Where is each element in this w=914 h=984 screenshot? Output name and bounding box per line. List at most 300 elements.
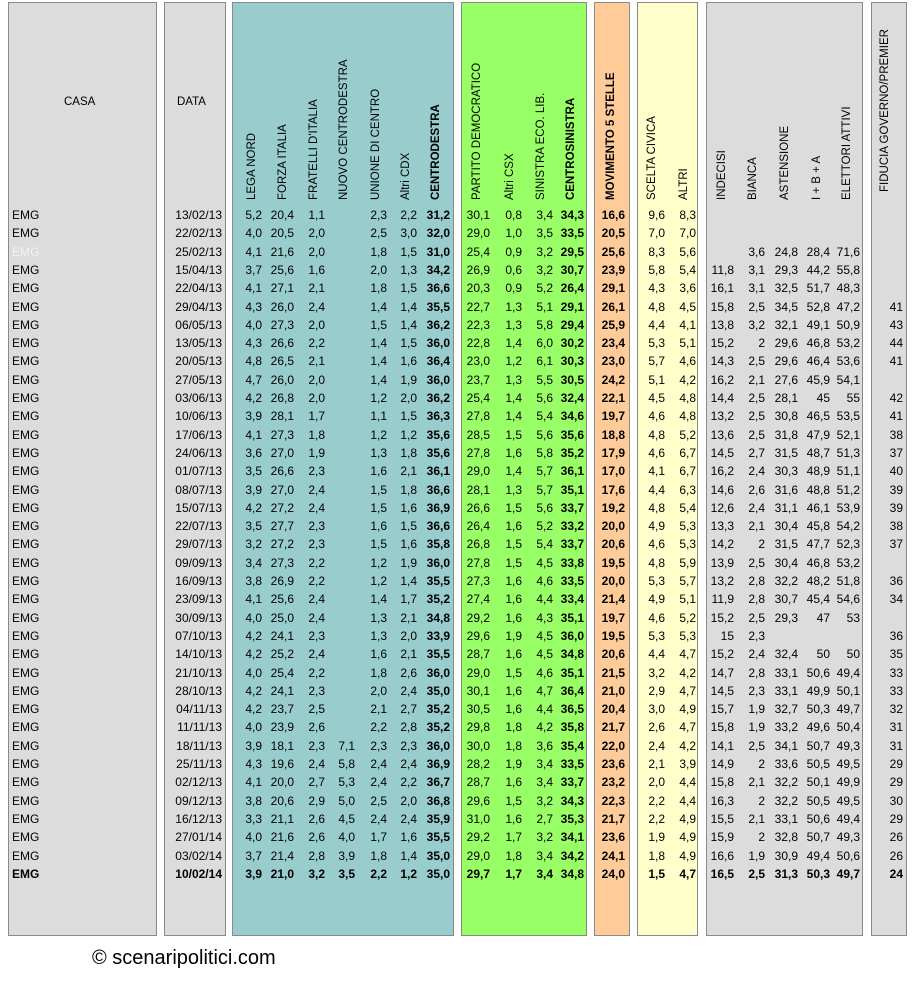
- cell-pd: 28,5: [466, 427, 490, 442]
- cell-fi: 27,0: [270, 482, 294, 497]
- cell-altri_cdx: 1,6: [400, 830, 417, 845]
- cell-csx: 33,5: [560, 574, 584, 588]
- cell-fi: 27,3: [270, 555, 294, 570]
- cell-sel: 3,4: [536, 757, 553, 771]
- cell-cdx: 35,5: [426, 299, 450, 314]
- cell-elettori: 49,5: [836, 757, 860, 771]
- cell-indecisi: 15,8: [710, 720, 734, 735]
- cell-sel: 4,3: [536, 610, 553, 625]
- table-row: [0, 279, 914, 297]
- cell-altri_csx: 0,9: [505, 244, 522, 259]
- cell-fdi: 2,0: [308, 391, 325, 405]
- cell-bianca: 2,5: [748, 555, 765, 570]
- cell-bianca: 2,8: [748, 592, 765, 607]
- cell-elettori: 53,9: [836, 500, 860, 515]
- cell-udc: 2,2: [370, 866, 387, 881]
- cell-altri: 5,1: [679, 336, 696, 351]
- cell-bianca: 3,1: [748, 262, 765, 277]
- cell-casa: EMG: [12, 738, 40, 753]
- cell-pd: 30,1: [466, 208, 490, 222]
- cell-casa: EMG: [12, 336, 40, 351]
- cell-sc: 2,9: [648, 683, 665, 698]
- cell-pd: 25,4: [466, 244, 490, 259]
- cell-bianca: 1,9: [748, 720, 765, 735]
- cell-indecisi: 15,2: [710, 610, 734, 625]
- cell-altri_cdx: 1,9: [400, 372, 417, 387]
- cell-indecisi: 16,5: [710, 866, 734, 881]
- cell-sel: 5,8: [536, 317, 553, 332]
- cell-indecisi: 13,2: [710, 409, 734, 424]
- cell-csx: 35,3: [560, 811, 584, 826]
- cell-bianca: 2,5: [748, 391, 765, 405]
- cell-lega: 4,2: [245, 702, 262, 717]
- cell-pd: 28,2: [466, 757, 490, 771]
- cell-altri_cdx: 2,6: [400, 665, 417, 680]
- cell-casa: EMG: [12, 574, 40, 588]
- header-fdi-label: FRATELLI D'ITALIA: [308, 99, 320, 200]
- cell-fdi: 2,0: [308, 244, 325, 259]
- header-sel-label: SINISTRA ECO. LIB.: [535, 92, 547, 200]
- cell-indecisi: 13,8: [710, 317, 734, 332]
- cell-csx: 33,7: [560, 537, 584, 552]
- cell-cdx: 36,0: [426, 336, 450, 351]
- table-row: [0, 773, 914, 791]
- cell-fdi: 1,6: [308, 262, 325, 277]
- cell-sel: 4,7: [536, 683, 553, 698]
- cell-lega: 4,8: [245, 354, 262, 369]
- cell-sel: 4,5: [536, 555, 553, 570]
- cell-astensione: 30,4: [774, 555, 798, 570]
- cell-altri_cdx: 1,4: [400, 317, 417, 332]
- cell-fiducia: 41: [889, 299, 903, 314]
- cell-fi: 20,6: [270, 793, 294, 808]
- cell-altri_csx: 1,6: [505, 702, 522, 717]
- cell-elettori: 55,8: [836, 262, 860, 277]
- header-fi-label: FORZA ITALIA: [277, 124, 289, 200]
- cell-fdi: 2,3: [308, 738, 325, 753]
- cell-udc: 1,6: [370, 464, 387, 479]
- cell-fiducia: 39: [889, 500, 903, 515]
- cell-m5s: 19,7: [601, 409, 625, 424]
- cell-data: 13/05/13: [175, 336, 222, 351]
- cell-udc: 1,4: [370, 336, 387, 351]
- cell-csx: 36,5: [560, 702, 584, 717]
- cell-udc: 2,5: [370, 226, 387, 241]
- cell-fiducia: 38: [889, 519, 903, 534]
- cell-cdx: 35,0: [426, 683, 450, 698]
- header-lega-label: LEGA NORD: [246, 132, 258, 200]
- cell-fi: 27,2: [270, 500, 294, 515]
- cell-csx: 30,5: [560, 372, 584, 387]
- cell-lega: 3,7: [245, 848, 262, 863]
- cell-csx: 29,5: [560, 244, 584, 259]
- cell-iba: 50,3: [806, 866, 830, 881]
- cell-altri: 4,8: [679, 409, 696, 424]
- cell-data: 18/11/13: [176, 738, 222, 753]
- cell-csx: 26,4: [560, 281, 584, 296]
- cell-m5s: 17,6: [601, 482, 625, 497]
- cell-fiducia: 29: [889, 757, 903, 771]
- cell-sc: 3,2: [648, 665, 665, 680]
- cell-sc: 4,8: [648, 299, 665, 314]
- cell-fdi: 2,6: [308, 830, 325, 845]
- cell-astensione: 31,6: [774, 482, 798, 497]
- cell-elettori: 54,6: [836, 592, 860, 607]
- cell-m5s: 24,2: [601, 372, 625, 387]
- cell-sc: 1,9: [648, 830, 665, 845]
- cell-altri_csx: 1,6: [505, 592, 522, 607]
- cell-casa: EMG: [12, 372, 40, 387]
- cell-bianca: 2: [758, 793, 765, 808]
- cell-csx: 35,6: [560, 427, 584, 442]
- cell-iba: 46,4: [806, 354, 830, 369]
- cell-data: 16/12/13: [175, 811, 222, 826]
- cell-altri_cdx: 2,2: [400, 775, 417, 790]
- cell-altri_csx: 1,3: [505, 317, 522, 332]
- cell-astensione: 33,6: [774, 757, 798, 771]
- cell-pd: 25,4: [466, 391, 490, 405]
- cell-cdx: 36,1: [426, 464, 450, 479]
- cell-m5s: 18,8: [601, 427, 625, 442]
- cell-casa: EMG: [12, 537, 40, 552]
- cell-fiducia: 26: [889, 830, 903, 845]
- cell-sel: 5,6: [536, 500, 553, 515]
- cell-elettori: 54,1: [836, 372, 860, 387]
- cell-m5s: 21,4: [601, 592, 625, 607]
- cell-fi: 27,3: [270, 427, 294, 442]
- cell-csx: 33,5: [560, 757, 584, 771]
- table-row: [0, 261, 914, 279]
- cell-casa: EMG: [12, 226, 40, 241]
- cell-sc: 4,1: [648, 464, 665, 479]
- cell-altri_cdx: 1,5: [400, 409, 417, 424]
- cell-casa: EMG: [12, 208, 40, 222]
- cell-cdx: 36,7: [426, 775, 450, 790]
- cell-udc: 1,2: [370, 555, 387, 570]
- cell-altri: 4,8: [679, 391, 696, 405]
- cell-fi: 25,4: [270, 665, 294, 680]
- cell-pd: 22,7: [466, 299, 490, 314]
- header-pd-label: PARTITO DEMOCRATICO: [471, 62, 483, 200]
- header-altri-label: ALTRI: [678, 168, 690, 200]
- cell-astensione: 31,3: [774, 866, 798, 881]
- cell-altri_csx: 1,3: [505, 482, 522, 497]
- cell-lega: 4,2: [245, 391, 262, 405]
- cell-udc: 1,2: [370, 391, 387, 405]
- cell-csx: 29,4: [560, 317, 584, 332]
- cell-fi: 23,7: [270, 702, 294, 717]
- cell-m5s: 19,2: [601, 500, 625, 515]
- table-row: [0, 517, 914, 535]
- cell-indecisi: 14,7: [710, 665, 734, 680]
- header-cdx-label: CENTRODESTRA: [430, 104, 442, 200]
- cell-fiducia: 26: [889, 848, 903, 863]
- cell-fdi: 2,2: [308, 574, 325, 588]
- cell-astensione: 32,5: [774, 281, 798, 296]
- cell-lega: 4,2: [245, 628, 262, 643]
- cell-altri_cdx: 1,6: [400, 354, 417, 369]
- cell-altri: 4,2: [679, 738, 696, 753]
- cell-altri: 4,5: [679, 299, 696, 314]
- cell-altri: 4,9: [679, 830, 696, 845]
- cell-altri_cdx: 1,3: [400, 262, 417, 277]
- cell-m5s: 20,6: [601, 537, 625, 552]
- cell-casa: EMG: [12, 757, 40, 771]
- cell-casa: EMG: [12, 811, 40, 826]
- cell-pd: 29,8: [466, 720, 490, 735]
- cell-m5s: 22,0: [601, 738, 625, 753]
- cell-m5s: 21,5: [601, 665, 625, 680]
- cell-sc: 2,2: [648, 793, 665, 808]
- cell-bianca: 2,8: [748, 574, 765, 588]
- cell-altri: 5,2: [679, 610, 696, 625]
- cell-sc: 2,1: [648, 757, 665, 771]
- cell-fiducia: 24: [889, 866, 903, 881]
- cell-iba: 50: [816, 647, 830, 662]
- cell-csx: 34,3: [560, 208, 584, 222]
- cell-elettori: 49,7: [836, 702, 860, 717]
- cell-cdx: 36,0: [426, 555, 450, 570]
- cell-cdx: 35,0: [426, 866, 450, 881]
- cell-udc: 1,6: [370, 647, 387, 662]
- cell-altri: 4,4: [679, 775, 696, 790]
- cell-sel: 5,8: [536, 445, 553, 460]
- cell-lega: 4,3: [245, 757, 262, 771]
- cell-lega: 3,4: [245, 555, 262, 570]
- cell-altri_cdx: 2,0: [400, 793, 417, 808]
- cell-udc: 1,4: [370, 354, 387, 369]
- cell-m5s: 23,0: [601, 354, 625, 369]
- cell-cdx: 36,8: [426, 793, 450, 808]
- cell-sc: 4,9: [648, 519, 665, 534]
- cell-bianca: 2,8: [748, 665, 765, 680]
- cell-pd: 26,8: [466, 537, 490, 552]
- table-row: [0, 718, 914, 736]
- cell-lega: 4,2: [245, 647, 262, 662]
- cell-udc: 1,6: [370, 519, 387, 534]
- cell-indecisi: 14,9: [710, 757, 734, 771]
- cell-fi: 26,6: [270, 464, 294, 479]
- cell-data: 23/09/13: [175, 592, 222, 607]
- cell-astensione: 30,3: [774, 464, 798, 479]
- cell-elettori: 49,3: [836, 738, 860, 753]
- cell-iba: 50,1: [806, 775, 830, 790]
- cell-m5s: 17,0: [601, 464, 625, 479]
- cell-altri: 5,6: [679, 244, 696, 259]
- header-iba-label: I + B + A: [811, 155, 823, 200]
- cell-lega: 4,1: [245, 427, 262, 442]
- cell-csx: 34,1: [560, 830, 584, 845]
- cell-casa: EMG: [12, 592, 40, 607]
- cell-sel: 5,4: [536, 409, 553, 424]
- cell-casa: EMG: [12, 848, 40, 863]
- cell-cdx: 33,9: [426, 628, 450, 643]
- cell-udc: 1,4: [370, 372, 387, 387]
- cell-sc: 4,4: [648, 317, 665, 332]
- cell-sel: 5,2: [536, 281, 553, 296]
- cell-astensione: 29,3: [774, 262, 798, 277]
- cell-data: 27/01/14: [175, 830, 222, 845]
- cell-indecisi: 14,6: [710, 482, 734, 497]
- table-row: [0, 554, 914, 572]
- cell-data: 08/07/13: [175, 482, 222, 497]
- table-row: [0, 334, 914, 352]
- cell-bianca: 2,1: [748, 811, 765, 826]
- cell-indecisi: 13,9: [710, 555, 734, 570]
- cell-fdi: 2,4: [308, 592, 325, 607]
- cell-indecisi: 11,8: [711, 262, 734, 277]
- cell-data: 07/10/13: [175, 628, 222, 643]
- cell-pd: 27,8: [466, 445, 490, 460]
- table-row: [0, 352, 914, 370]
- cell-fiducia: 31: [889, 738, 903, 753]
- cell-fi: 25,6: [270, 262, 294, 277]
- cell-data: 20/05/13: [175, 354, 222, 369]
- cell-elettori: 49,5: [836, 793, 860, 808]
- cell-fi: 20,4: [270, 208, 294, 222]
- cell-altri_cdx: 2,4: [400, 757, 417, 771]
- cell-sel: 6,0: [536, 336, 553, 351]
- cell-cdx: 35,5: [426, 830, 450, 845]
- cell-casa: EMG: [12, 409, 40, 424]
- cell-pd: 31,0: [466, 811, 490, 826]
- cell-altri_csx: 1,4: [505, 391, 522, 405]
- cell-fiducia: 38: [889, 427, 903, 442]
- cell-cdx: 36,6: [426, 281, 450, 296]
- cell-cdx: 35,2: [426, 592, 450, 607]
- cell-iba: 46,8: [806, 555, 830, 570]
- cell-fiducia: 32: [889, 702, 903, 717]
- cell-iba: 48,2: [806, 574, 830, 588]
- cell-data: 03/02/14: [175, 848, 222, 863]
- cell-fdi: 2,4: [308, 757, 325, 771]
- cell-lega: 3,9: [245, 866, 262, 881]
- cell-iba: 45,8: [806, 519, 830, 534]
- cell-indecisi: 15,5: [710, 811, 734, 826]
- cell-csx: 33,8: [560, 555, 584, 570]
- cell-elettori: 47,2: [836, 299, 860, 314]
- cell-sc: 5,1: [648, 372, 665, 387]
- cell-bianca: 2: [758, 830, 765, 845]
- cell-sel: 4,5: [536, 628, 553, 643]
- cell-altri: 4,2: [679, 372, 696, 387]
- table-row: [0, 572, 914, 590]
- cell-altri_csx: 1,6: [505, 445, 522, 460]
- cell-iba: 50,5: [806, 757, 830, 771]
- cell-bianca: 1,9: [748, 848, 765, 863]
- cell-lega: 4,0: [245, 610, 262, 625]
- cell-altri: 7,0: [679, 226, 696, 241]
- cell-pd: 27,3: [466, 574, 490, 588]
- cell-pd: 28,7: [466, 647, 490, 662]
- cell-elettori: 49,4: [836, 665, 860, 680]
- cell-casa: EMG: [12, 317, 40, 332]
- cell-altri: 5,3: [679, 519, 696, 534]
- cell-iba: 50,3: [806, 702, 830, 717]
- cell-bianca: 2,5: [748, 866, 765, 881]
- cell-lega: 4,1: [245, 775, 262, 790]
- table-row: [0, 407, 914, 425]
- cell-fi: 21,6: [270, 830, 294, 845]
- cell-fi: 21,6: [270, 244, 294, 259]
- cell-indecisi: 14,2: [710, 537, 734, 552]
- cell-pd: 26,9: [466, 262, 490, 277]
- cell-sc: 4,8: [648, 427, 665, 442]
- cell-bianca: 2,1: [748, 372, 765, 387]
- cell-altri_csx: 1,6: [505, 574, 522, 588]
- cell-pd: 22,8: [466, 336, 490, 351]
- cell-indecisi: 15,7: [710, 702, 734, 717]
- cell-pd: 29,7: [466, 866, 490, 881]
- cell-bianca: 2,5: [748, 610, 765, 625]
- cell-sc: 1,5: [648, 866, 665, 881]
- cell-astensione: 32,2: [774, 775, 798, 790]
- casa-header: CASA: [64, 96, 96, 108]
- cell-altri_csx: 1,9: [505, 757, 522, 771]
- cell-sc: 4,8: [648, 555, 665, 570]
- cell-lega: 4,0: [245, 317, 262, 332]
- cell-udc: 1,5: [370, 482, 387, 497]
- cell-sel: 4,5: [536, 647, 553, 662]
- cell-altri_cdx: 1,6: [400, 537, 417, 552]
- cell-iba: 47: [816, 610, 830, 625]
- cell-astensione: 32,7: [774, 702, 798, 717]
- cell-iba: 50,7: [806, 738, 830, 753]
- cell-cdx: 36,0: [426, 738, 450, 753]
- cell-altri_csx: 1,0: [505, 226, 522, 241]
- cell-udc: 1,8: [370, 281, 387, 296]
- cell-altri: 4,2: [679, 665, 696, 680]
- cell-pd: 28,1: [466, 482, 490, 497]
- cell-udc: 1,2: [370, 427, 387, 442]
- cell-iba: 45: [816, 391, 830, 405]
- cell-sel: 3,2: [536, 830, 553, 845]
- cell-lega: 3,8: [245, 793, 262, 808]
- table-row: [0, 316, 914, 334]
- cell-csx: 36,1: [560, 464, 584, 479]
- cell-casa: EMG: [12, 519, 40, 534]
- cell-cdx: 36,2: [426, 391, 450, 405]
- cell-fdi: 1,8: [308, 427, 325, 442]
- cell-udc: 1,8: [370, 244, 387, 259]
- cell-altri_cdx: 3,0: [400, 226, 417, 241]
- cell-data: 06/05/13: [175, 317, 222, 332]
- cell-fi: 27,1: [270, 281, 294, 296]
- cell-bianca: 3,1: [748, 281, 765, 296]
- table-row: [0, 627, 914, 645]
- cell-sel: 3,2: [536, 262, 553, 277]
- cell-fdi: 2,9: [308, 793, 325, 808]
- cell-altri_csx: 1,6: [505, 610, 522, 625]
- cell-altri_csx: 1,5: [505, 427, 522, 442]
- cell-fiducia: 37: [889, 537, 903, 552]
- cell-cdx: 35,6: [426, 445, 450, 460]
- cell-udc: 2,2: [370, 720, 387, 735]
- cell-pd: 23,0: [466, 354, 490, 369]
- cell-csx: 34,3: [560, 793, 584, 808]
- cell-bianca: 2,4: [748, 464, 765, 479]
- cell-altri: 8,3: [679, 208, 696, 222]
- table-row: [0, 535, 914, 553]
- cell-elettori: 55: [846, 391, 860, 405]
- cell-fiducia: 30: [889, 793, 903, 808]
- cell-sel: 3,4: [536, 866, 553, 881]
- cell-fiducia: 41: [889, 409, 903, 424]
- cell-sc: 3,0: [648, 702, 665, 717]
- cell-lega: 4,2: [245, 500, 262, 515]
- cell-fiducia: 39: [889, 482, 903, 497]
- cell-elettori: 53,2: [836, 555, 860, 570]
